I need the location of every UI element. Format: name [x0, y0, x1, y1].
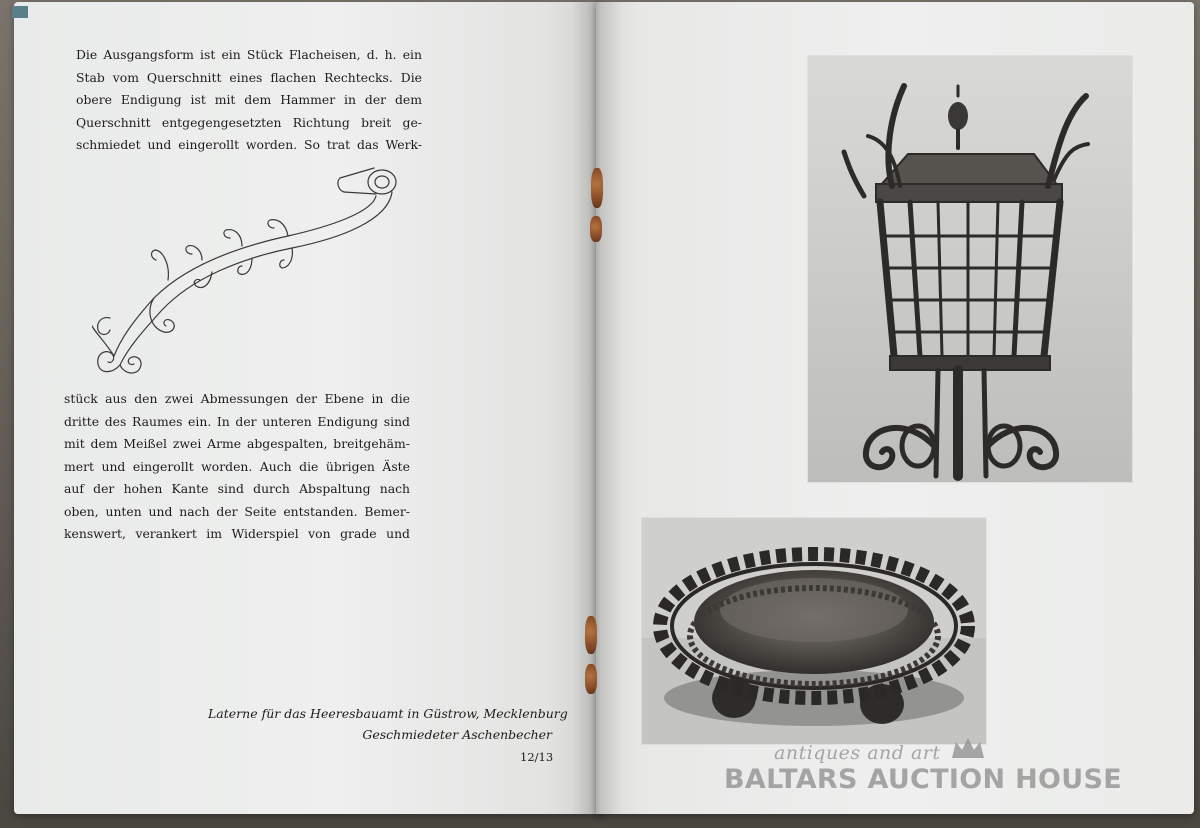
caption-ashtray: Geschmiedeter Aschenbecher: [362, 727, 552, 742]
text-line: Querschnitt entgegengesetzten Richtung breit ge-: [76, 114, 422, 130]
page-number: 12/13: [520, 750, 554, 764]
paragraph-2: [64, 388, 410, 546]
text-line: auf der hohen Kante sind durch Abspaltung nach: [64, 481, 410, 496]
rust-stain: [590, 216, 602, 242]
watermark-brand: BALTARS AUCTION HOUSE: [724, 764, 1122, 795]
rust-stain: [585, 664, 597, 694]
text-line: mit dem Meißel zwei Arme abgespalten, breitgehäm-: [64, 436, 410, 451]
text-line: Die Ausgangsform ist ein Stück Flacheisen, d. h. ein: [76, 47, 422, 62]
text-line: schmiedet und eingerollt worden. So trat das Werk-: [76, 137, 422, 152]
lantern-photo: [808, 56, 1132, 482]
text-line: dritte des Raumes ein. In der unteren Endigung sind: [64, 413, 410, 429]
rust-stain: [591, 168, 603, 208]
text-line: oben, unten und nach der Seite entstanden. Bemer-: [64, 503, 410, 519]
text-line: stück aus den zwei Abmessungen der Ebene in die: [64, 391, 410, 406]
caption-lantern: Laterne für das Heeresbauamt in Güstrow, Mecklenburg: [208, 706, 568, 721]
paragraph-1: [76, 44, 422, 157]
text-line: obere Endigung ist mit dem Hammer in der dem: [76, 92, 422, 107]
text-line: Stab vom Querschnitt eines flachen Rechtecks. Die: [76, 69, 422, 85]
corner-tab: [12, 6, 28, 18]
ashtray-photo: [642, 518, 986, 744]
text-line: mert und eingerollt worden. Auch die übrigen Äste: [64, 458, 410, 474]
rust-stain: [585, 616, 597, 654]
text-line: kenswert, verankert im Widerspiel von grade und: [64, 526, 410, 541]
watermark-tagline: antiques and art: [774, 742, 941, 764]
wrought-iron-hook-drawing: [92, 160, 412, 390]
